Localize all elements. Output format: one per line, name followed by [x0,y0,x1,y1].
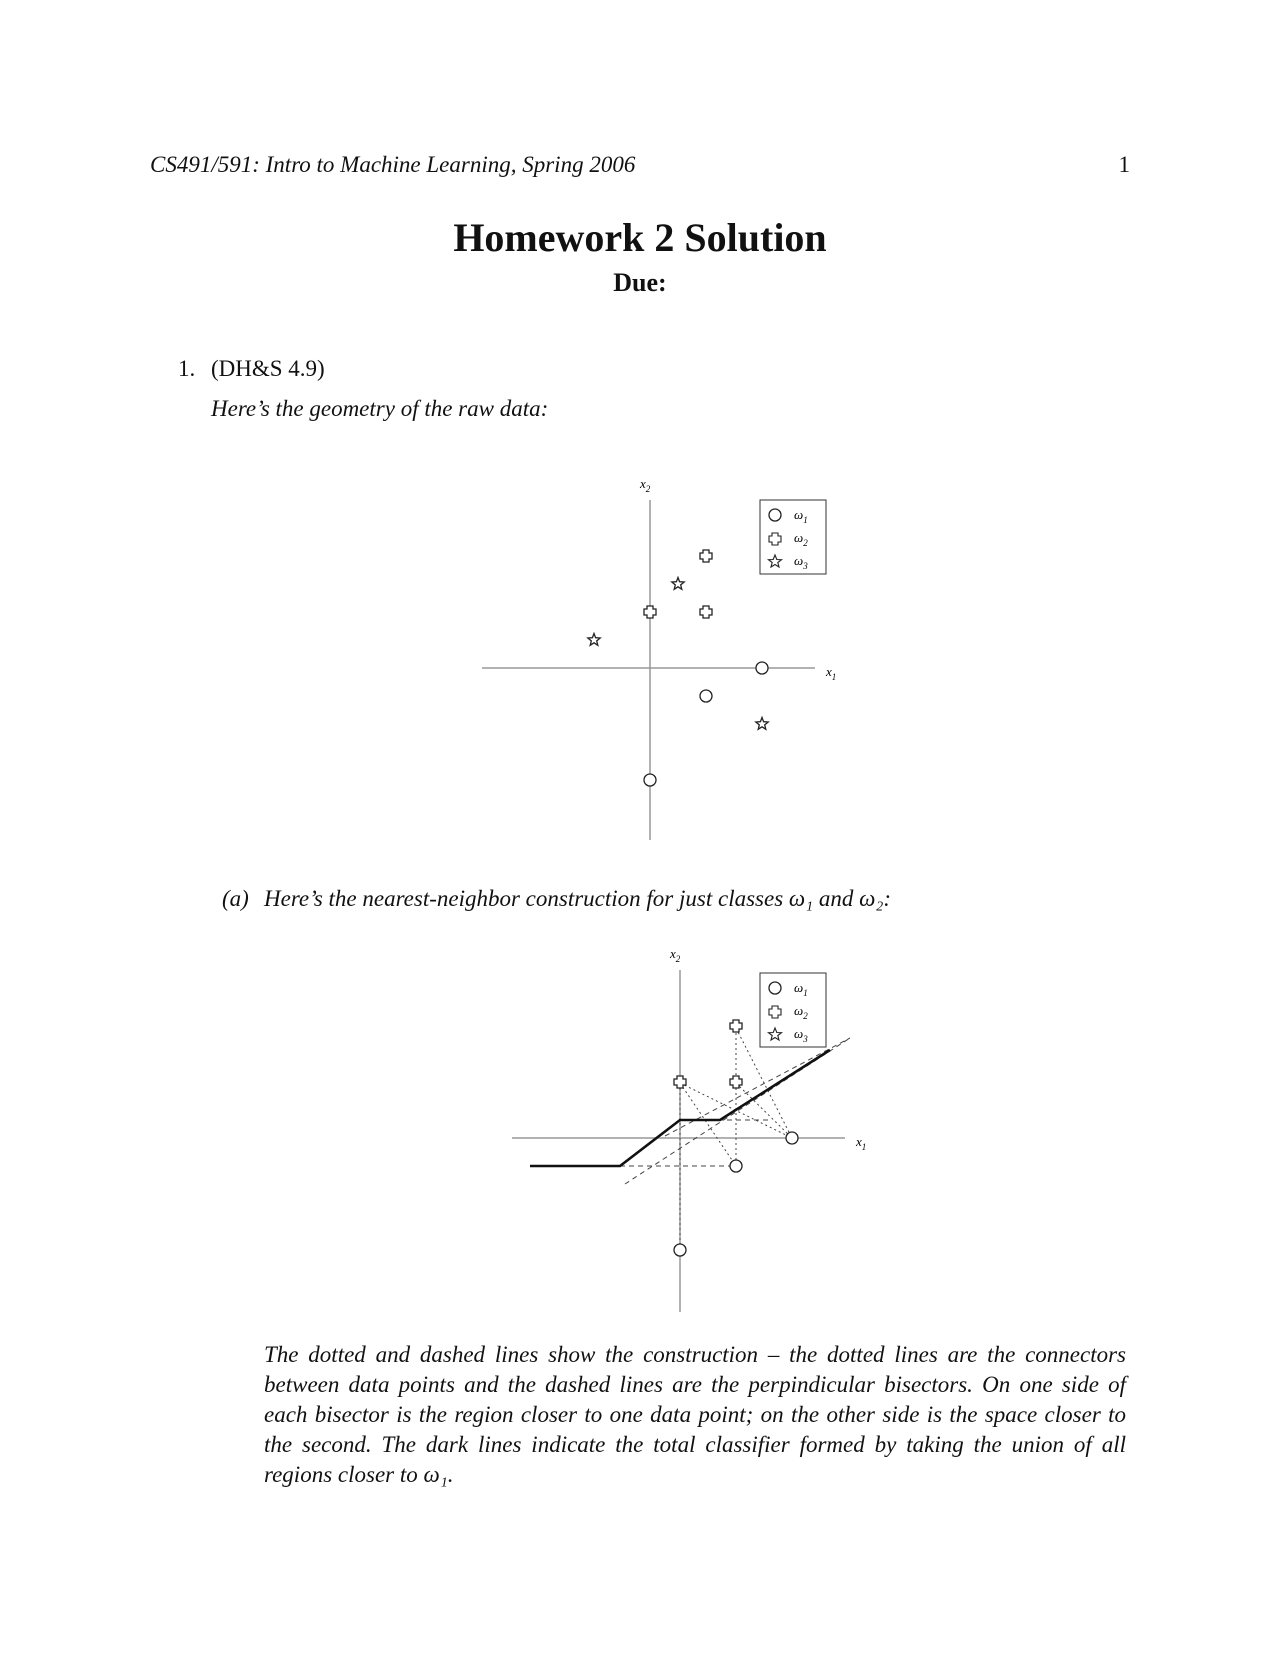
connector-line [680,1083,736,1166]
problem-number: 1. [178,356,196,381]
raw-data-figure [470,470,850,850]
cross-marker [730,1076,742,1088]
nn-construction-figure [500,940,880,1325]
circle-marker [700,690,712,702]
dotted-connectors [680,1028,792,1250]
x2-axis-label: $x_2$ [640,476,651,494]
problem-reference: (DH&S 4.9) [211,356,325,381]
legend-label-w1: $\omega_1$ [794,507,808,525]
cross-marker [700,550,712,562]
x2-axis-label: $x_2$ [670,946,681,964]
legend-label-w2: $\omega_2$ [794,1003,808,1021]
page-title: Homework 2 Solution [453,215,827,260]
part-a-text: Here’s the nearest-neighbor construction for just classes ω₁ and ω₂: [264,886,892,911]
x1-axis-label: $x_1$ [826,664,837,682]
cross-marker [700,606,712,618]
circle-marker [756,662,768,674]
cross-marker [674,1076,686,1088]
legend-label-w2: $\omega_2$ [794,530,808,548]
star-marker [756,718,768,730]
cross-marker [644,606,656,618]
circle-marker [730,1160,742,1172]
circle-marker [644,774,656,786]
problem-intro: Here’s the geometry of the raw data: [211,396,549,421]
legend-label-w1: $\omega_1$ [794,980,808,998]
x1-axis-label: $x_1$ [856,1134,867,1152]
page-number: 1 [1118,152,1130,177]
part-a-label: (a) [222,886,249,911]
circle-marker [674,1244,686,1256]
star-marker [672,578,684,590]
star-marker [588,634,600,646]
legend [760,973,826,1047]
running-header-course: CS491/591: Intro to Machine Learning, Spring 2006 [150,152,636,177]
construction-description: The dotted and dashed lines show the construction – the dotted lines are the connectors between data points and the dashed lines are the perpindicular bisectors. On one side of each bisector is the region closer to one data point; on the other side is the space closer to the second. The dark lines indicate the total classifier formed by taking the union of all regions closer to ω₁. [264,1342,1126,1487]
due-line: Due: [613,268,667,297]
legend-label-w3: $\omega_3$ [794,1026,808,1044]
legend [760,500,826,574]
legend-label-w3: $\omega_3$ [794,553,808,571]
cross-marker [730,1020,742,1032]
circle-marker [786,1132,798,1144]
